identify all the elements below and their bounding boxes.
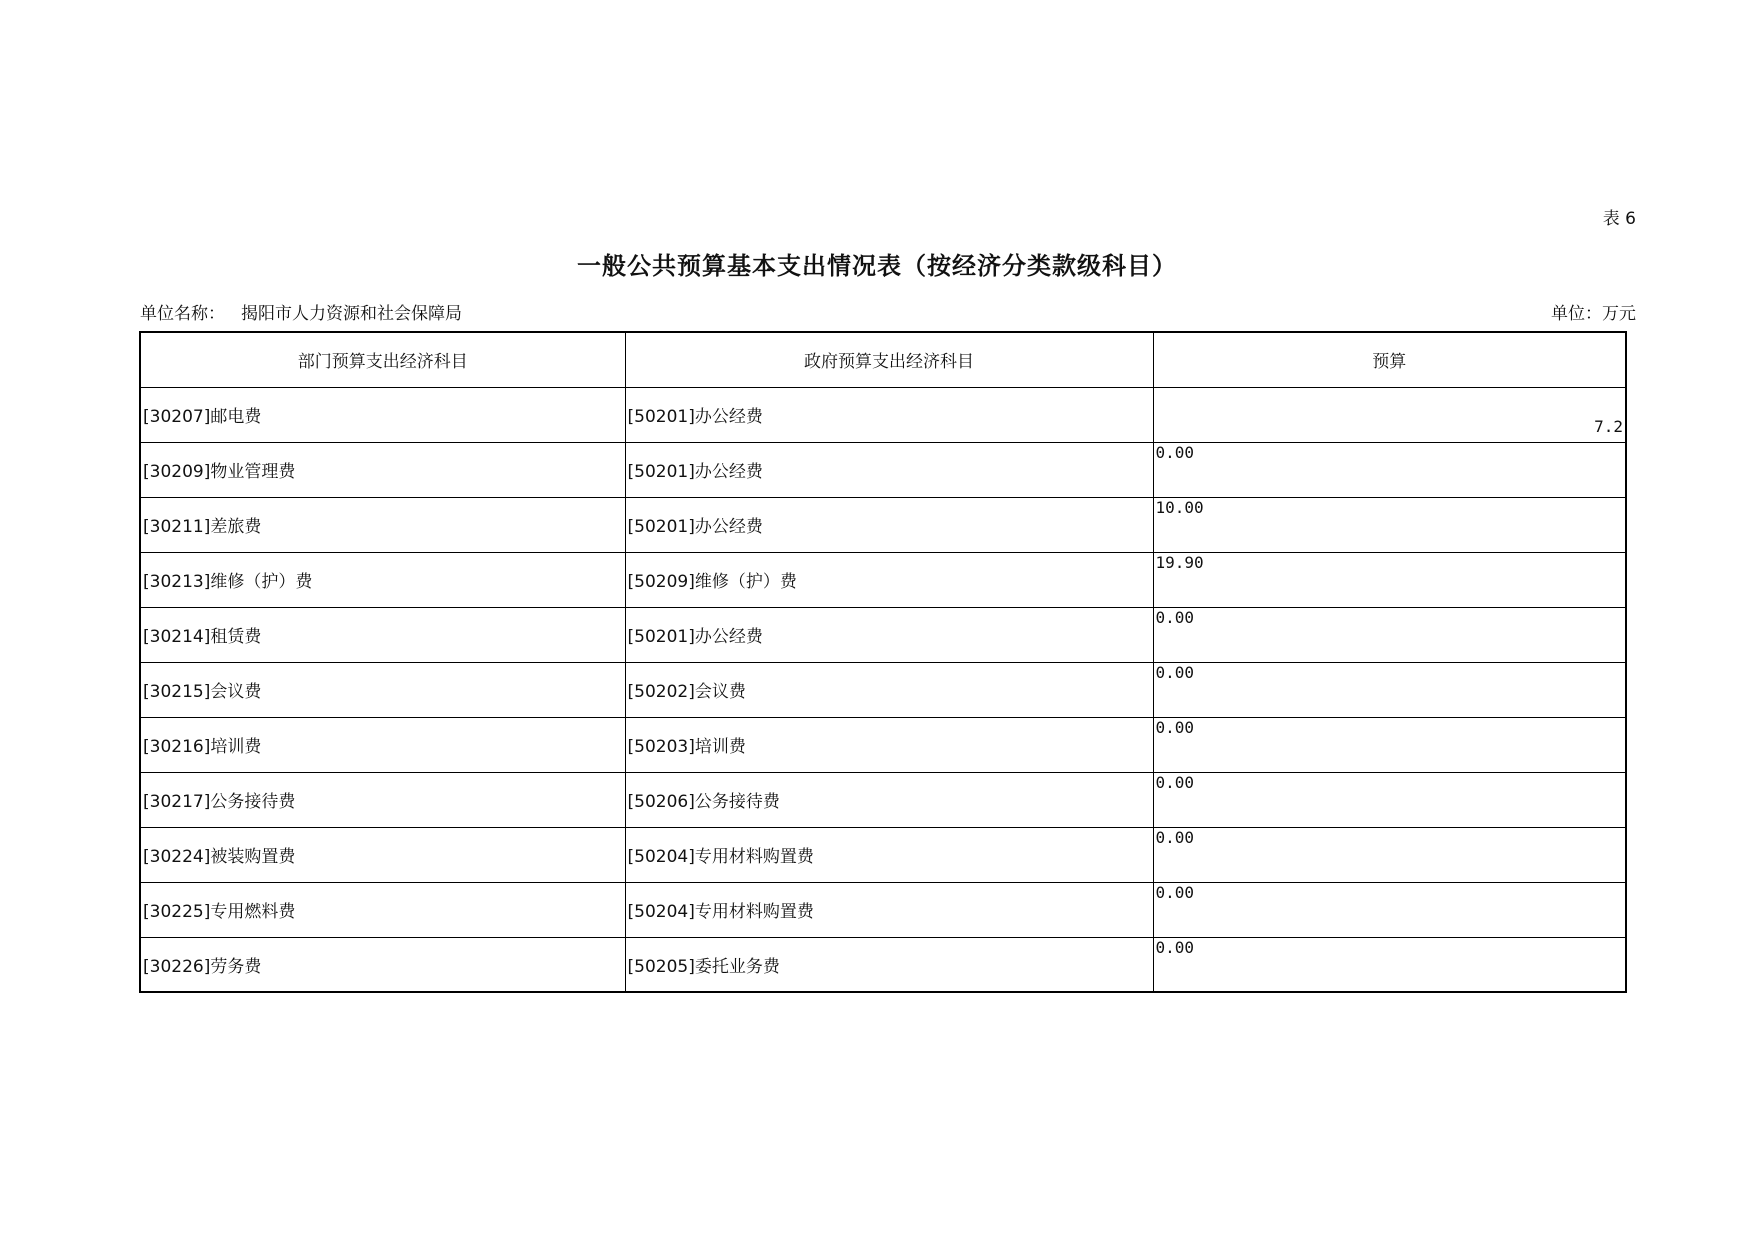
gov-subject-cell: [50202]会议费 xyxy=(625,662,1153,717)
table-row xyxy=(140,662,1626,717)
dept-subject-cell: [30213]维修（护）费 xyxy=(140,552,625,607)
column-header-dept: 部门预算支出经济科目 xyxy=(140,332,625,387)
gov-subject-cell: [50201]办公经费 xyxy=(625,497,1153,552)
budget-amount-cell: 7.2 xyxy=(1153,387,1626,442)
table-row xyxy=(140,497,1626,552)
budget-amount-cell: 0.00 xyxy=(1153,827,1626,882)
dept-subject-cell: [30211]差旅费 xyxy=(140,497,625,552)
budget-amount-cell: 0.00 xyxy=(1153,717,1626,772)
gov-subject-cell: [50203]培训费 xyxy=(625,717,1153,772)
table-row xyxy=(140,607,1626,662)
table-row xyxy=(140,387,1626,442)
budget-amount-cell: 0.00 xyxy=(1153,937,1626,992)
dept-subject-cell: [30225]专用燃料费 xyxy=(140,882,625,937)
unit-label: 单位：万元 xyxy=(1551,304,1636,324)
table-row xyxy=(140,552,1626,607)
unit-name-label: 单位名称： xyxy=(140,304,225,324)
gov-subject-cell: [50201]办公经费 xyxy=(625,607,1153,662)
unit-name-value: 揭阳市人力资源和社会保障局 xyxy=(241,304,462,324)
budget-table xyxy=(139,331,1627,993)
column-header-budget: 预算 xyxy=(1153,332,1626,387)
gov-subject-cell: [50201]办公经费 xyxy=(625,442,1153,497)
dept-subject-cell: [30224]被装购置费 xyxy=(140,827,625,882)
dept-subject-cell: [30215]会议费 xyxy=(140,662,625,717)
page-title: 一般公共预算基本支出情况表（按经济分类款级科目） xyxy=(577,252,1177,280)
table-row xyxy=(140,442,1626,497)
gov-subject-cell: [50206]公务接待费 xyxy=(625,772,1153,827)
dept-subject-cell: [30214]租赁费 xyxy=(140,607,625,662)
gov-subject-cell: [50209]维修（护）费 xyxy=(625,552,1153,607)
budget-amount-cell: 0.00 xyxy=(1153,442,1626,497)
table-row xyxy=(140,717,1626,772)
budget-amount-cell: 0.00 xyxy=(1153,607,1626,662)
dept-subject-cell: [30217]公务接待费 xyxy=(140,772,625,827)
table-row xyxy=(140,937,1626,992)
budget-amount-cell: 0.00 xyxy=(1153,882,1626,937)
gov-subject-cell: [50204]专用材料购置费 xyxy=(625,882,1153,937)
dept-subject-cell: [30216]培训费 xyxy=(140,717,625,772)
dept-subject-cell: [30209]物业管理费 xyxy=(140,442,625,497)
table-header-row xyxy=(140,332,1626,387)
gov-subject-cell: [50201]办公经费 xyxy=(625,387,1153,442)
budget-amount-cell: 0.00 xyxy=(1153,662,1626,717)
column-header-gov: 政府预算支出经济科目 xyxy=(625,332,1153,387)
gov-subject-cell: [50205]委托业务费 xyxy=(625,937,1153,992)
dept-subject-cell: [30207]邮电费 xyxy=(140,387,625,442)
table-row xyxy=(140,882,1626,937)
table-number: 表 6 xyxy=(1602,209,1636,229)
budget-amount-cell: 10.00 xyxy=(1153,497,1626,552)
gov-subject-cell: [50204]专用材料购置费 xyxy=(625,827,1153,882)
unit-name-line xyxy=(140,299,462,324)
dept-subject-cell: [30226]劳务费 xyxy=(140,937,625,992)
table-row xyxy=(140,827,1626,882)
budget-amount-cell: 19.90 xyxy=(1153,552,1626,607)
budget-amount-cell: 0.00 xyxy=(1153,772,1626,827)
table-row xyxy=(140,772,1626,827)
